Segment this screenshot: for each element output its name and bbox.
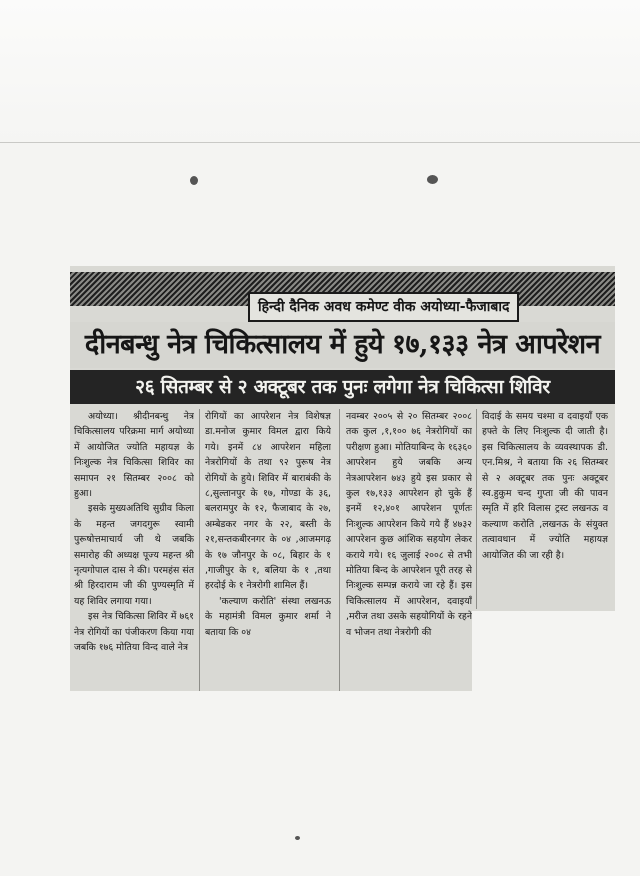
scan-dot-left	[190, 176, 198, 185]
paragraph: अयोध्या। श्रीदीनबन्धु नेत्र चिकित्सालय परिक्रमा मार्ग अयोध्या में आयोजित ज्योति महायज्ञ के निःशुल्क नेत्र चिकित्सा शिविर का समापन २१ सितम्बर २००८ को हुआ।	[74, 411, 194, 500]
paragraph: नवम्बर २००५ से २० सितम्बर २००८ तक कुल ,१,१०० ७६ नेत्ररोगियों का परीक्षण हुआ। मोतियाबिन्द के १६३६० आपरेशन हुये जबकि अन्य नेत्रआपरेशन ७४३ हुये इस प्रकार से कुल १७,१३३ आपरेशन हो चुके हैं इनमें १२,४०१ आपरेशन पूर्णतः निःशुल्क आपरेशन किये गये हैं ४७३२ आपरेशन कुछ आंशिक सहयोग लेकर कराये गये। १६ जुलाई २००८ से तभी मोतिया बिन्द के आपरेशन पूरी तरह से निःशुल्क सम्पन्न कराये जा रहे हैं। इस चिकित्सालय में आपरेशन, दवाइयाँ ,मरीज तथा उसके सहयोगियों के रहने व भोजन तथा नेत्ररोगी की	[346, 411, 472, 638]
clipping-cut-corner	[472, 611, 615, 691]
source-name: हिन्दी दैनिक अवध कमेण्ट वीक अयोध्या-फैजाबाद	[248, 292, 519, 322]
paragraph: इसके मुख्यअतिथि सुग्रीव किला के महन्त जगदगुरू स्वामी पुरूषोत्तमाचार्य जी थे जबकि समारोह की अध्यक्ष पूज्य महन्त श्री नृत्यगोपाल दास ने की। परमहंस संत श्री हिरदाराम जी की पुण्यस्मृति में यह शिविर लगाया गया।	[74, 503, 194, 607]
column-divider	[339, 409, 340, 691]
headline: दीनबन्धु नेत्र चिकित्सालय में हुये १७,१३३ नेत्र आपरेशन	[70, 322, 615, 368]
column-divider	[476, 409, 477, 609]
article-column-2	[205, 409, 331, 691]
article-column-3	[346, 409, 472, 691]
scan-dot-right	[427, 175, 438, 184]
paragraph: विदाई के समय चश्मा व दवाइयाँ एक हफ्ते के लिए निःशुल्क दी जाती है। इस चिकित्सालय के व्यवस्थापक डी. एन.मिश्र, ने बताया कि २६ सितम्बर से २ अक्टूबर तक पुनः अक्टूबर स्व.हुकुम चन्द गुप्ता जी की पावन स्मृति में हरि विलास ट्रस्ट लखनऊ व कल्याण करोति ,लखनऊ के संयुक्त तत्वावधान में ज्योति महायज्ञ आयोजित की जा रही है।	[482, 411, 608, 561]
paragraph: रोगियों का आपरेशन नेत्र विशेषज्ञ डा.मनोज कुमार विमल द्वारा किये गये। इनमें ८४ आपरेशन महिला नेत्ररोगियों के तथा ९२ पुरूष नेत्र रोगियों के हुये। शिविर में बाराबंकी के ८,सुल्तानपुर के १७, गोण्डा के ३६, बलरामपुर के १२, फैजाबाद के २७, अम्बेडकर नगर के २२, बस्ती के २१,सन्तकबीरनगर के ०४ ,आजमगढ़ के १७ जौनपुर के ०८, बिहार के १ ,गाजीपुर के १, बलिया के १ ,तथा हरदोई के १ नेत्ररोगी शामिल हैं।	[205, 411, 331, 592]
column-divider	[199, 409, 200, 691]
scan-dot-bottom	[295, 836, 300, 840]
paragraph: इस नेत्र चिकित्सा शिविर में ७६१ नेत्र रोगियों का पंजीकरण किया गया जबकि १७६ मोतिया विन्द वाले नेत्र	[74, 611, 194, 654]
article-column-1	[74, 409, 194, 691]
paragraph: 'कल्याण करोति' संस्था लखनऊ के महामंत्री विमल कुमार शर्मा ने बताया कि ०४	[205, 595, 331, 638]
scanner-lid-area	[0, 0, 640, 143]
article-column-4	[482, 409, 608, 609]
subheadline: २६ सितम्बर से २ अक्टूबर तक पुनः लगेगा नेत्र चिकित्सा शिविर	[70, 370, 615, 404]
